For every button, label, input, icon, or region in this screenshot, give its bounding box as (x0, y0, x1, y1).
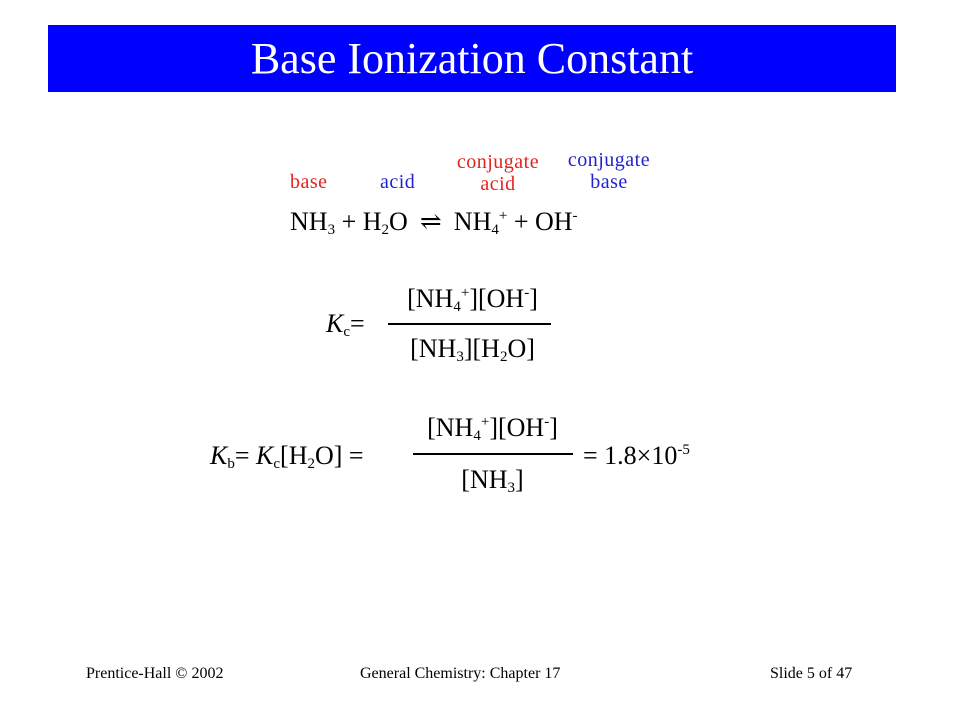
kc-num-sup2: - (524, 285, 530, 301)
reaction-oh-sup: - (572, 208, 578, 224)
kb-sub: b (227, 456, 235, 472)
kb-equals: = (234, 441, 257, 470)
kc-num-close: ] (529, 284, 538, 313)
kc-num-sub: 4 (453, 299, 461, 315)
reaction-nh4: NH (453, 207, 492, 236)
kc-num-open: [NH (407, 284, 454, 313)
label-conjugate-acid-line1: conjugate (456, 151, 540, 173)
kc-num-mid: ][OH (469, 284, 525, 313)
label-conjugate-base-line1: conjugate (567, 149, 651, 171)
kb-result-exp: -5 (677, 442, 690, 458)
kb-denominator (405, 465, 580, 495)
kb-h2o-sub: 2 (307, 456, 315, 472)
kb-result (583, 441, 690, 471)
kb-den-open: [NH (461, 465, 508, 494)
kc-num-sup: + (460, 285, 470, 301)
kb-num-close: ] (549, 413, 558, 442)
kb-num-sub: 4 (473, 428, 481, 444)
reaction-nh4-sup: + (498, 208, 508, 224)
reaction-nh3-sub: 3 (327, 222, 336, 238)
kb-den-sub: 3 (507, 480, 516, 496)
label-base: base (290, 171, 328, 193)
kb-numerator (405, 413, 580, 443)
kc-den-sub2: 2 (499, 349, 508, 365)
footer-slide-number: Slide 5 of 47 (770, 665, 853, 682)
label-acid: acid (380, 171, 416, 193)
reaction-h2o-sub: 2 (381, 222, 390, 238)
footer-chapter: General Chemistry: Chapter 17 (360, 665, 561, 682)
kb-num-mid: ][OH (489, 413, 545, 442)
kb-num-sup2: - (544, 414, 550, 430)
kb-kc-sub: c (273, 456, 281, 472)
kc-sub: c (343, 324, 351, 340)
kb-den-close: ] (515, 465, 524, 494)
kc-den-close: O] (507, 334, 535, 363)
kb-h2o-open: [H (280, 441, 308, 470)
slide-title: Base Ionization Constant (48, 25, 896, 92)
label-conjugate-acid (443, 151, 553, 195)
kc-den-open: [NH (410, 334, 457, 363)
kb-left (210, 441, 364, 471)
kb-kc: K (256, 441, 274, 470)
reaction-plus-oh: + OH (507, 207, 573, 236)
kb-fraction-line (413, 453, 573, 455)
label-conjugate-acid-line2: acid (480, 173, 516, 195)
label-conjugate-base-line2: base (590, 171, 628, 193)
label-conjugate-base (553, 149, 665, 193)
kc-denominator (380, 334, 565, 364)
times-icon: × (636, 441, 652, 470)
footer-publisher: Prentice-Hall © 2002 (86, 665, 224, 682)
kc-equals: = (350, 309, 365, 338)
reaction-nh3: NH (290, 207, 328, 236)
kc-den-sub: 3 (456, 349, 464, 365)
reaction-o: O (389, 207, 408, 236)
kb-result-base: 10 (651, 441, 678, 470)
equilibrium-arrow-icon: ⇌ (419, 207, 442, 236)
kb-result-value: = 1.8 (583, 441, 637, 470)
kb-k: K (210, 441, 228, 470)
kc-den-mid: ][H (463, 334, 500, 363)
reaction-equation (290, 207, 578, 237)
kc-numerator (380, 284, 565, 314)
kc-label (326, 309, 365, 339)
reaction-plus-h: + H (335, 207, 382, 236)
reaction-nh4-sub: 4 (491, 222, 499, 238)
kc-fraction-line (388, 323, 551, 325)
kb-h2o-close: O] = (314, 441, 364, 470)
kb-num-sup: + (480, 414, 490, 430)
kb-num-open: [NH (427, 413, 474, 442)
kc-k: K (326, 309, 344, 338)
